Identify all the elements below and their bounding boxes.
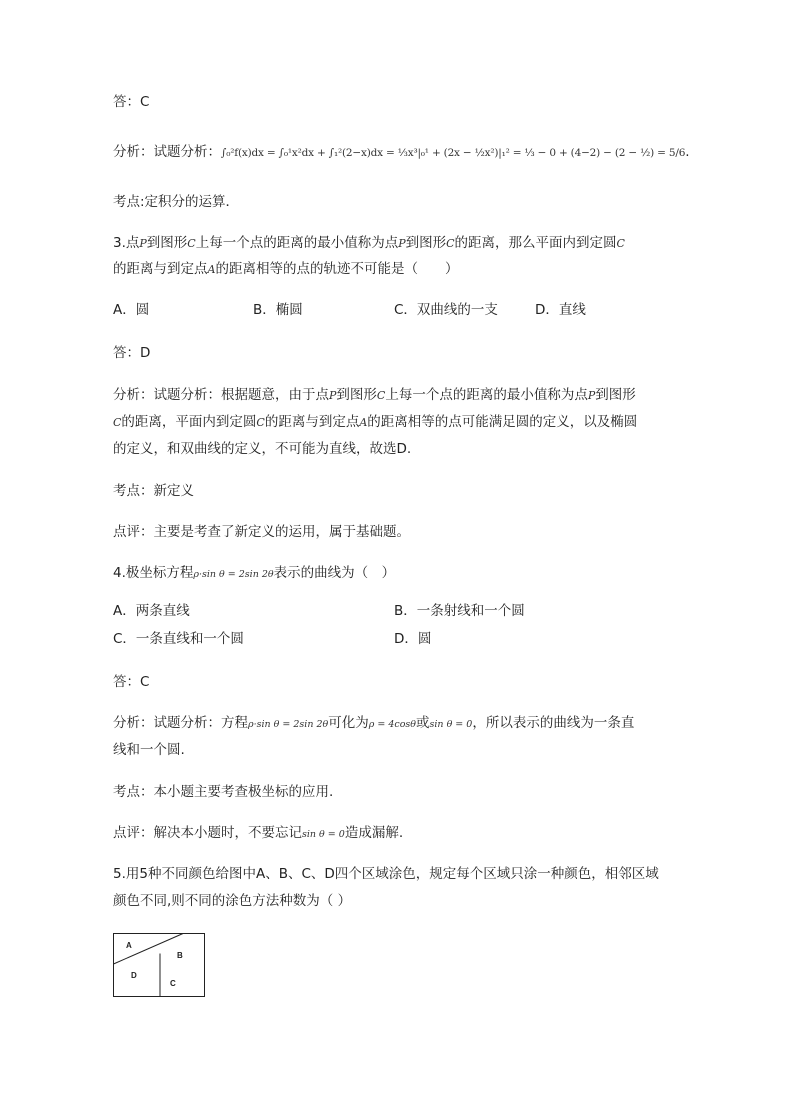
q3-comment: 点评：主要是考查了新定义的运用，属于基础题。 — [113, 524, 410, 540]
math-var: C — [446, 237, 455, 250]
q3-option-b: B．椭圆 — [253, 302, 303, 318]
q4-point: 考点：本小题主要考查极坐标的应用. — [113, 784, 334, 800]
q3-analysis-text: 的距离相等的点可能满足圆的定义，以及椭圆 — [367, 414, 638, 430]
q2-analysis — [113, 142, 690, 163]
q3-stem-line2 — [113, 259, 458, 280]
math-var: P — [329, 389, 337, 402]
q2-answer: 答：C — [113, 94, 150, 110]
math-var: A — [207, 263, 216, 276]
q4-equation: ρ·sin θ = 2sin 2θ — [248, 719, 329, 730]
q2-analysis-label: 分析：试题分析： — [113, 144, 221, 160]
q4-equation: ρ·sin θ = 2sin 2θ — [193, 569, 274, 580]
q4-stem-text: 4.极坐标方程 — [113, 565, 194, 581]
q5-stem-line1: 5.用5种不同颜色给图中A、B、C、D四个区域涂色，规定每个区域只涂一种颜色，相邻区域 — [113, 866, 659, 882]
q4-stem-text: 表示的曲线为（ ） — [273, 565, 396, 581]
q3-analysis-text: 的距离与到定点 — [264, 414, 360, 430]
math-var: P — [139, 237, 147, 250]
region-label-d: D — [131, 971, 137, 980]
region-label-c: C — [170, 979, 176, 988]
q3-stem-text: 到图形 — [405, 235, 447, 251]
q3-stem-text: 的距离，那么平面内到定圆 — [454, 235, 617, 251]
q3-analysis-text: 的距离，平面内到定圆 — [121, 414, 257, 430]
q2-point: 考点:定积分的运算． — [113, 194, 240, 210]
q4-comment — [113, 823, 403, 845]
q3-option-d: D．直线 — [535, 302, 586, 318]
q3-analysis-text: 上每一个点的距离的最小值称为点 — [385, 387, 588, 403]
q4-equation: sin θ = 0 — [429, 719, 473, 730]
q3-stem-text: 3.点 — [113, 235, 140, 251]
q3-stem-text: 到图形 — [146, 235, 188, 251]
q4-answer: 答：C — [113, 674, 150, 690]
q4-option-c: C．一条直线和一个圆 — [113, 631, 244, 647]
q3-analysis-text: 到图形 — [595, 387, 636, 403]
q3-analysis-text: 到图形 — [336, 387, 377, 403]
q2-analysis-end: . — [685, 144, 690, 160]
math-var: C — [187, 237, 196, 250]
q4-stem — [113, 563, 395, 585]
q3-analysis-text: 分析：试题分析：根据题意，由于点 — [113, 387, 329, 403]
math-var: P — [398, 237, 406, 250]
q4-analysis-line2: 线和一个圆. — [113, 742, 185, 758]
q3-stem-text: 的距离与到定点 — [113, 261, 208, 277]
math-var: C — [256, 416, 265, 429]
q3-stem-text: 上每一个点的距离的最小值称为点 — [195, 235, 399, 251]
q4-analysis-text: 可化为 — [328, 715, 369, 731]
math-var: C — [113, 416, 122, 429]
math-var: C — [376, 389, 386, 402]
q4-equation: sin θ = 0 — [302, 829, 345, 840]
q3-option-c: C．双曲线的一支 — [394, 302, 498, 318]
q4-equation: ρ = 4cosθ — [368, 719, 417, 730]
q4-option-d: D．圆 — [394, 631, 432, 647]
q4-option-b: B．一条射线和一个圆 — [394, 603, 525, 619]
q3-option-a: A．圆 — [113, 302, 150, 318]
math-var: C — [616, 237, 625, 250]
q3-analysis-line2 — [113, 412, 637, 433]
q3-answer: 答：D — [113, 345, 151, 361]
q4-option-a: A．两条直线 — [113, 603, 190, 619]
region-label-b: B — [177, 951, 183, 960]
q3-stem-line1 — [113, 233, 625, 254]
q4-analysis-text: ，所以表示的曲线为一条直 — [472, 715, 635, 731]
q3-stem-text: 的距离相等的点的轨迹不可能是（ ） — [215, 261, 459, 277]
q3-analysis-line1 — [113, 385, 636, 406]
q2-integral-formula: ∫₀²f(x)dx = ∫₀¹x²dx + ∫₁²(2−x)dx = ⅓x³|₀¹ + (2x − ½x²)|₁² = ⅓ − 0 + (4−2) − (2 − ½) = 5/6 — [221, 147, 686, 159]
q4-analysis-line1 — [113, 713, 634, 735]
q5-stem-line2: 颜色不同,则不同的涂色方法种数为（ ） — [113, 893, 352, 909]
q4-analysis-text: 或 — [416, 715, 430, 731]
q3-analysis-line3: 的定义，和双曲线的定义，不可能为直线，故选D. — [113, 441, 412, 457]
q4-comment-text: 造成漏解. — [344, 825, 404, 841]
q4-analysis-text: 分析：试题分析：方程 — [113, 715, 248, 731]
math-var: P — [587, 389, 596, 402]
region-diagram — [113, 933, 205, 997]
math-var: A — [359, 416, 368, 429]
q3-point: 考点：新定义 — [113, 483, 194, 499]
region-label-a: A — [126, 941, 132, 950]
q4-comment-text: 点评：解决本小题时，不要忘记 — [113, 825, 302, 841]
